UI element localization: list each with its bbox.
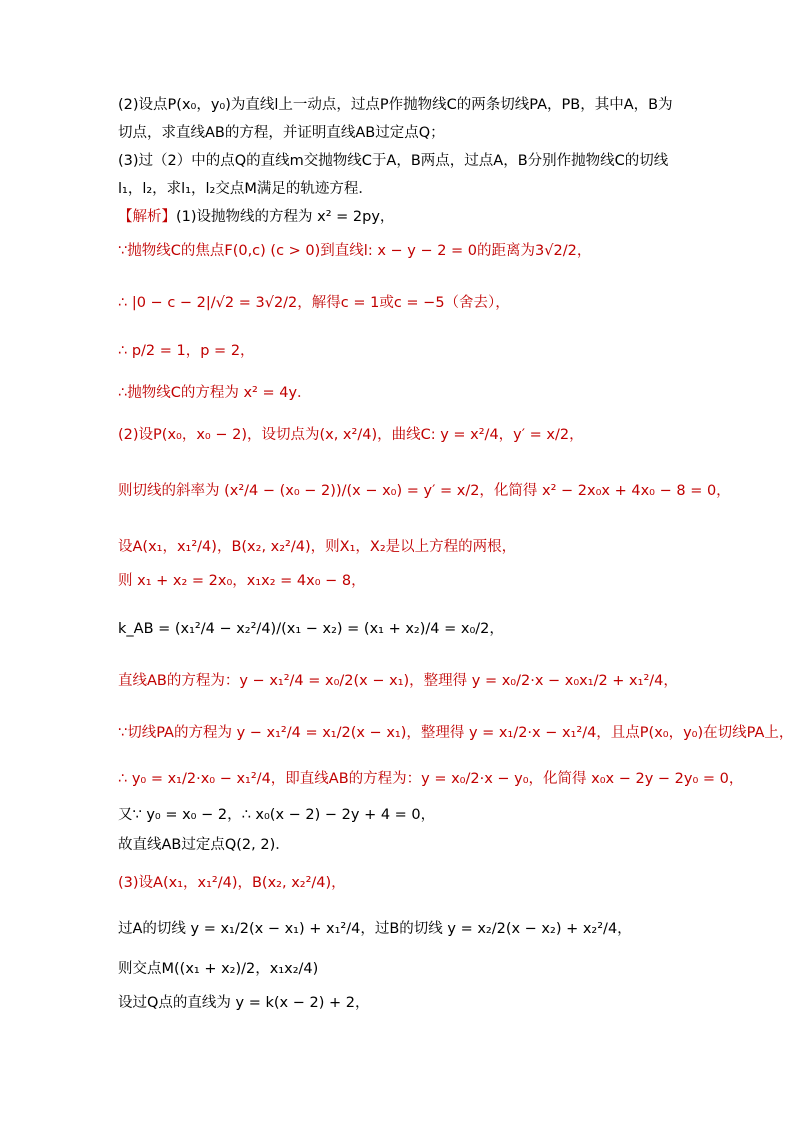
- text-line: (2)设点P(x₀，y₀)为直线l上一动点，过点P作抛物线C的两条切线PA，PB，其中A，B为: [118, 97, 673, 113]
- formula-line: 则交点M((x₁ + x₂)/2，x₁x₂/4): [118, 961, 319, 977]
- formula-line: ∵抛物线C的焦点F(0,c) (c > 0)到直线l: x − y − 2 = 0的距离为3√2/2，: [118, 243, 592, 259]
- formula-line: ∴ |0 − c − 2|/√2 = 3√2/2，解得c = 1或c = −5（舍去），: [118, 295, 510, 311]
- formula-line: 设A(x₁，x₁²/4)，B(x₂, x₂²/4)，则X₁，X₂是以上方程的两根，: [118, 539, 517, 555]
- formula-text: (1)设抛物线的方程为 x² = 2py，: [176, 209, 395, 225]
- formula-line: (3)设A(x₁，x₁²/4)，B(x₂, x₂²/4)，: [118, 875, 346, 891]
- formula-line: 又∵ y₀ = x₀ − 2，∴ x₀(x − 2) − 2y + 4 = 0，: [118, 807, 436, 823]
- formula-line: ∴ y₀ = x₁/2·x₀ − x₁²/4，即直线AB的方程为：y = x₀/2·x − y₀，化简得 x₀x − 2y − 2y₀ = 0，: [118, 771, 744, 787]
- formula-line: 直线AB的方程为：y − x₁²/4 = x₀/2(x − x₁)，整理得 y = x₀/2·x − x₀x₁/2 + x₁²/4，: [118, 673, 678, 689]
- formula-line: ∴抛物线C的方程为 x² = 4y．: [118, 385, 312, 401]
- text-line: (3)过（2）中的点Q的直线m交抛物线C于A，B两点，过点A，B分别作抛物线C的切线: [118, 153, 669, 169]
- formula-line: 则 x₁ + x₂ = 2x₀，x₁x₂ = 4x₀ − 8，: [118, 573, 366, 589]
- formula-line: 故直线AB过定点Q(2, 2)．: [118, 837, 290, 853]
- formula-line: ∴ p/2 = 1，p = 2，: [118, 343, 255, 359]
- solution-tag: 【解析】: [118, 209, 176, 225]
- formula-line: (2)设P(x₀，x₀ − 2)，设切点为(x, x²/4)，曲线C: y = x²/4，y′ = x/2，: [118, 427, 584, 443]
- formula-line: 过A的切线 y = x₁/2(x − x₁) + x₁²/4，过B的切线 y = x₂/2(x − x₂) + x₂²/4，: [118, 921, 632, 937]
- formula-line: 设过Q点的直线为 y = k(x − 2) + 2，: [118, 995, 370, 1011]
- text-line: l₁，l₂，求l₁，l₂交点M满足的轨迹方程．: [118, 181, 373, 197]
- solution-line: [118, 210, 394, 225]
- formula-line: ∵切线PA的方程为 y − x₁²/4 = x₁/2(x − x₁)，整理得 y = x₁/2·x − x₁²/4，且点P(x₀，y₀)在切线PA上，: [118, 725, 794, 741]
- formula-line: 则切线的斜率为 (x²/4 − (x₀ − 2))/(x − x₀) = y′ = x/2，化简得 x² − 2x₀x + 4x₀ − 8 = 0，: [118, 483, 731, 499]
- formula-line: k_AB = (x₁²/4 − x₂²/4)/(x₁ − x₂) = (x₁ + x₂)/4 = x₀/2，: [118, 621, 504, 637]
- text-line: 切点，求直线AB的方程，并证明直线AB过定点Q；: [118, 125, 445, 141]
